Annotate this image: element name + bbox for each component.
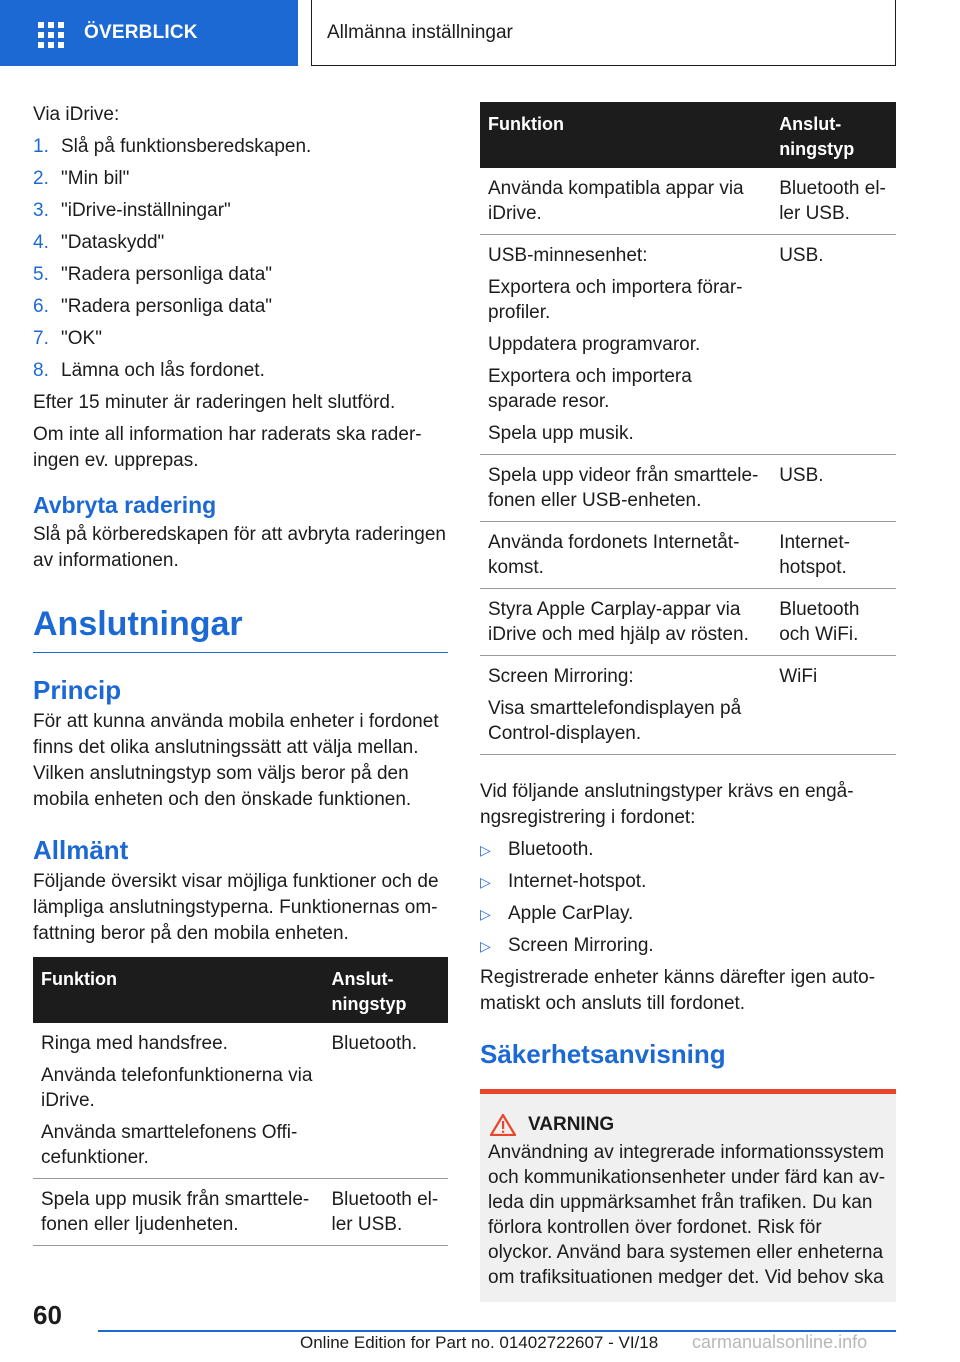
step-text: "Dataskydd" bbox=[61, 232, 165, 253]
principle-text: För att kunna använda mobila enheter i fordonet finns det olika anslutningssätt att välja mellan. Vilken anslutningstyp som väljs beror på den mobila enheten och den önskade funktionen. bbox=[33, 711, 439, 810]
current-section-label: Allmänna inställningar bbox=[327, 21, 513, 43]
step-number: 1. bbox=[33, 136, 49, 157]
connection-type-cell: USB. bbox=[771, 235, 896, 455]
page-number: 60 bbox=[33, 1300, 62, 1330]
function-cell bbox=[480, 522, 771, 589]
registration-text: Vid följande anslutningstyper krävs en engångsregistrering i fordonet: bbox=[480, 781, 854, 828]
function-cell bbox=[480, 656, 771, 755]
bullet-triangle-icon: ▷ bbox=[480, 938, 491, 954]
function-line: Använda kompatibla appar via iDrive. bbox=[488, 178, 744, 224]
table-header-type: Anslutningstyp bbox=[771, 102, 896, 168]
step-text: Lämna och lås fordonet. bbox=[61, 360, 265, 381]
step-number: 5. bbox=[33, 264, 49, 285]
table-row bbox=[480, 455, 896, 522]
steps-list bbox=[33, 134, 448, 384]
function-line: Exportera och importera sparade resor. bbox=[488, 366, 692, 412]
function-line: Uppdatera programvaror. bbox=[488, 334, 701, 355]
table-row bbox=[480, 589, 896, 656]
principle-heading: Princip bbox=[33, 675, 122, 705]
function-cell bbox=[480, 589, 771, 656]
grid-menu-icon bbox=[38, 22, 66, 44]
function-line: Använda fordonets Internetåtkomst. bbox=[488, 532, 740, 578]
function-line: Styra Apple Carplay-appar via iDrive och med hjälp av rösten. bbox=[488, 599, 749, 645]
function-cell bbox=[33, 1179, 324, 1246]
bullet-text: Apple CarPlay. bbox=[508, 903, 634, 924]
bullet-item bbox=[480, 869, 896, 895]
step-item bbox=[33, 326, 448, 352]
right-column bbox=[480, 102, 896, 1302]
function-cell bbox=[480, 168, 771, 235]
function-line: Screen Mirroring: bbox=[488, 666, 634, 687]
connection-type-cell: Bluetooth eller USB. bbox=[771, 168, 896, 235]
chapter-title: Anslutningar bbox=[33, 602, 448, 653]
bullet-item bbox=[480, 837, 896, 863]
bullet-triangle-icon: ▷ bbox=[480, 874, 491, 890]
bullet-item bbox=[480, 901, 896, 927]
step-number: 2. bbox=[33, 168, 49, 189]
bullet-text: Bluetooth. bbox=[508, 839, 594, 860]
connection-type-cell: Internet-hotspot. bbox=[771, 522, 896, 589]
footer-edition: Online Edition for Part no. 01402722607 - VI/18 bbox=[300, 1333, 659, 1352]
warning-box bbox=[480, 1089, 896, 1302]
function-line: Visa smarttelefondisplayen på Control-displayen. bbox=[488, 698, 742, 744]
step-item bbox=[33, 294, 448, 320]
connection-type-cell: Bluetooth. bbox=[324, 1023, 449, 1179]
function-cell bbox=[33, 1023, 324, 1179]
step-item bbox=[33, 358, 448, 384]
connection-table-right bbox=[480, 102, 896, 755]
watermark-text: carmanualsonline.info bbox=[692, 1332, 868, 1352]
table-row bbox=[480, 656, 896, 755]
connection-type-cell: Bluetooth och WiFi. bbox=[771, 589, 896, 656]
bullet-triangle-icon: ▷ bbox=[480, 906, 491, 922]
warning-text: Användning av integrerade informationssystem och kommunikationsenheter under färd kan avleda din uppmärksamhet från trafiken. Du kan förlora kontrollen över fordonet. Risk för olyckor. Använd bara systemen eller enheterna om trafiksituationen medger det. Vid behov ska bbox=[488, 1142, 886, 1288]
general-text: Följande översikt visar möjliga funktioner och de lämpliga anslutningstyperna. Funktionernas omfattning beror på den mobila enheten. bbox=[33, 871, 439, 944]
left-column bbox=[33, 102, 448, 1246]
step-text: "Min bil" bbox=[61, 168, 130, 189]
step-number: 4. bbox=[33, 232, 49, 253]
page-header bbox=[0, 0, 960, 66]
function-line: USB-minnesenhet: bbox=[488, 245, 648, 266]
after-text-1: Efter 15 minuter är raderingen helt slutförd. bbox=[33, 392, 396, 413]
step-number: 3. bbox=[33, 200, 49, 221]
function-line: Spela upp musik från smarttelefonen eller ljudenheten. bbox=[41, 1189, 310, 1235]
warning-label: VARNING bbox=[528, 1114, 615, 1135]
bullet-item bbox=[480, 933, 896, 959]
bullet-triangle-icon: ▷ bbox=[480, 842, 491, 858]
registration-bullets bbox=[480, 837, 896, 959]
step-item bbox=[33, 262, 448, 288]
step-text: "OK" bbox=[61, 328, 102, 349]
table-row bbox=[480, 235, 896, 455]
safety-heading: Säkerhetsanvisning bbox=[480, 1039, 726, 1069]
table-row bbox=[33, 1023, 448, 1179]
function-line: Spela upp musik. bbox=[488, 423, 634, 444]
function-line: Använda telefonfunktionerna via iDrive. bbox=[41, 1065, 313, 1111]
function-line: Använda smarttelefonens Officefunktioner. bbox=[41, 1122, 298, 1168]
overview-tab[interactable] bbox=[0, 0, 298, 66]
table-header-type: Anslutningstyp bbox=[324, 957, 449, 1023]
table-header-function: Funktion bbox=[33, 957, 324, 1023]
step-item bbox=[33, 198, 448, 224]
registration-after-text: Registrerade enheter känns därefter igen automatiskt och ansluts till fordonet. bbox=[480, 967, 876, 1014]
table-header-function: Funktion bbox=[480, 102, 771, 168]
warning-header bbox=[490, 1114, 888, 1136]
current-section-tab[interactable] bbox=[311, 0, 896, 66]
connection-table-left bbox=[33, 957, 448, 1246]
step-item bbox=[33, 230, 448, 256]
step-text: "iDrive-inställningar" bbox=[61, 200, 231, 221]
connection-type-cell: WiFi bbox=[771, 656, 896, 755]
step-number: 6. bbox=[33, 296, 49, 317]
function-line: Exportera och importera förarprofiler. bbox=[488, 277, 743, 323]
bullet-text: Internet-hotspot. bbox=[508, 871, 647, 892]
table-row bbox=[480, 522, 896, 589]
table-row bbox=[480, 168, 896, 235]
general-heading: Allmänt bbox=[33, 835, 129, 865]
step-number: 8. bbox=[33, 360, 49, 381]
bullet-text: Screen Mirroring. bbox=[508, 935, 654, 956]
abort-heading: Avbryta radering bbox=[33, 492, 217, 518]
connection-type-cell: Bluetooth eller USB. bbox=[324, 1179, 449, 1246]
abort-text: Slå på körberedskapen för att avbryta raderingen av informationen. bbox=[33, 524, 446, 571]
step-text: "Radera personliga data" bbox=[61, 264, 273, 285]
intro-text: Via iDrive: bbox=[33, 104, 120, 125]
after-text-2: Om inte all information har raderats ska raderingen ev. upprepas. bbox=[33, 424, 422, 471]
function-line: Spela upp videor från smarttelefonen eller USB-enheten. bbox=[488, 465, 759, 511]
step-text: Slå på funktionsberedskapen. bbox=[61, 136, 312, 157]
overview-tab-label: ÖVERBLICK bbox=[84, 22, 198, 43]
function-line: Ringa med handsfree. bbox=[41, 1033, 228, 1054]
step-item bbox=[33, 134, 448, 160]
function-cell bbox=[480, 455, 771, 522]
step-text: "Radera personliga data" bbox=[61, 296, 273, 317]
warning-triangle-icon bbox=[490, 1114, 516, 1136]
function-cell bbox=[480, 235, 771, 455]
connection-type-cell: USB. bbox=[771, 455, 896, 522]
table-row bbox=[33, 1179, 448, 1246]
step-number: 7. bbox=[33, 328, 49, 349]
step-item bbox=[33, 166, 448, 192]
